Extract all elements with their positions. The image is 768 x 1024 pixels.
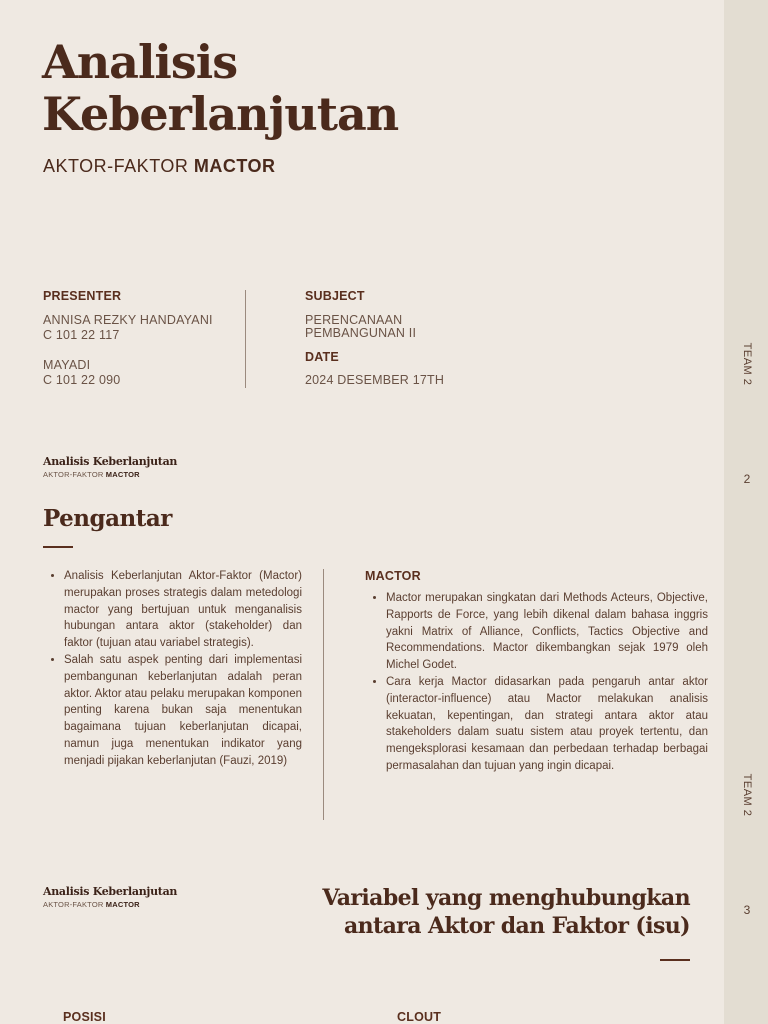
- info-divider: [245, 290, 246, 388]
- running-header-title-2: Analisis Keberlanjutan: [43, 885, 178, 898]
- cover-title-line1: Analisis: [42, 35, 238, 89]
- variabel-title-line1: Variabel yang menghubungkan: [322, 885, 690, 911]
- presenter-label: PRESENTER: [43, 289, 122, 303]
- list-item: • Mactor merupakan singkatan dari Methods Acteurs, Objective, Rapports de Force, yang lebih dikenal dalam bahasa inggris yakni Matrix of Alliance, Conflicts, Tactics Objective and Recommendations. Mactor dikembangkan sejak 1979 oleh Michel Godet.: [386, 590, 708, 674]
- presenter1-name: ANNISA REZKY HANDAYANI: [43, 313, 213, 327]
- list-item: • Analisis Keberlanjutan Aktor-Faktor (Mactor) merupakan proses strategis dalam metedologi mactor yang bertujuan untuk menganalisis hubungan antara aktor (stakeholder) dan faktor (tujuan atau variabel strategis).: [64, 568, 302, 652]
- team-label-page2: TEAM 2: [741, 773, 753, 817]
- subject-label: SUBJECT: [305, 289, 365, 303]
- sidebar-strip: [724, 0, 768, 1024]
- cover-subtitle: [43, 156, 276, 177]
- subject-line2: PEMBANGUNAN II: [305, 326, 417, 340]
- page-number-2: 2: [743, 472, 751, 486]
- pengantar-list: [44, 568, 302, 770]
- page-number-3: 3: [743, 903, 751, 917]
- subject-line1: PERENCANAAN: [305, 313, 403, 327]
- team-label-page1: TEAM 2: [741, 342, 753, 386]
- cover-subtitle-plain: AKTOR-FAKTOR: [43, 156, 194, 176]
- variabel-rule: [660, 959, 690, 961]
- pengantar-rule: [43, 546, 73, 548]
- running-header-subtitle: AKTOR-FAKTOR MACTOR: [43, 470, 140, 479]
- presenter2-id: C 101 22 090: [43, 373, 121, 387]
- variabel-title: [322, 884, 690, 940]
- list-item: • Salah satu aspek penting dari implementasi pembangunan keberlanjutan adalah peran aktor. Aktor atau pelaku merupakan komponen penting karena bukan saja menentukan bagaimana tujuan keberlanjutan dicapai, namun juga menentukan indikator yang menjadi pijakan keberlanjutan (Fauzi, 2019): [64, 652, 302, 770]
- variabel-title-line2: antara Aktor dan Faktor (isu): [343, 913, 690, 939]
- column-divider: [323, 569, 324, 820]
- list-item: • Cara kerja Mactor didasarkan pada pengaruh antar aktor (interactor-influence) atau Mactor melakukan analisis kekuatan, kepentingan, dan strategi antara aktor atau stakeholders dalam suatu sistem atau proyek tertentu, dan mengeksplorasi kesamaan dan perbedaan terhadap berbagai permasalahan dan tujuan yang ingin dicapai.: [386, 674, 708, 775]
- mactor-list: [366, 590, 708, 775]
- cover-title-line2: Keberlanjutan: [42, 87, 399, 141]
- running-header-title: Analisis Keberlanjutan: [43, 455, 178, 468]
- cover-title: [42, 36, 398, 140]
- presenter2-name: MAYADI: [43, 358, 91, 372]
- posisi-label: POSISI: [63, 1010, 106, 1024]
- presenter1-id: C 101 22 117: [43, 328, 120, 342]
- mactor-label: MACTOR: [365, 569, 421, 583]
- clout-label: CLOUT: [397, 1010, 442, 1024]
- running-header-subtitle-2: AKTOR-FAKTOR MACTOR: [43, 900, 140, 909]
- pengantar-title: Pengantar: [43, 505, 172, 532]
- cover-subtitle-bold: MACTOR: [193, 156, 276, 176]
- date-label: DATE: [305, 350, 339, 364]
- date-value: 2024 DESEMBER 17TH: [305, 373, 445, 387]
